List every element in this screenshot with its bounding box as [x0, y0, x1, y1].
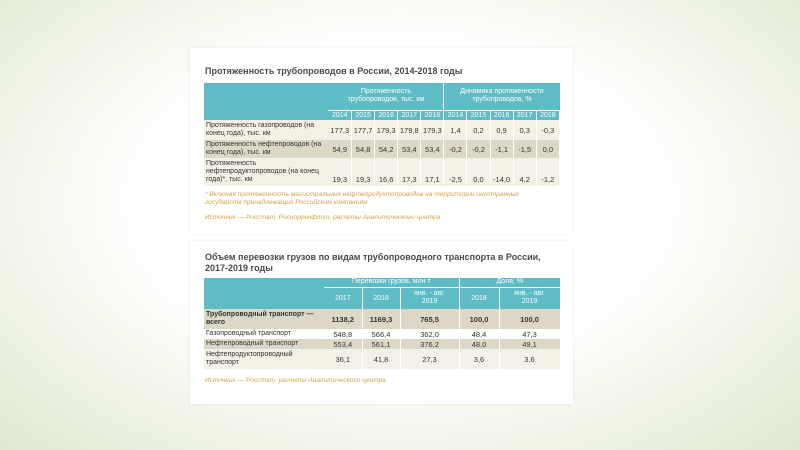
cell-value: 0,0 — [467, 158, 490, 186]
footnote: * Включая протяженность магистральных нефтепродуктопроводов на территории иностранных государств принадлежащих Российским компаниям — [205, 191, 519, 206]
cell-value: 1,4 — [444, 120, 467, 140]
year-header: 2016 — [375, 110, 398, 120]
cell-value: -0,2 — [467, 140, 490, 158]
cell-value: 0,9 — [490, 120, 513, 140]
cell-value: 19,3 — [352, 158, 375, 186]
source-note: Источник — Росстат, Роснорречфлот, расчеты Аналитического центра — [205, 214, 441, 221]
cell-value: 54,2 — [375, 140, 398, 158]
row-label: Протяженность газопроводов (на конец года), тыс. км — [204, 120, 328, 140]
year-header: 2017 — [513, 110, 536, 120]
year-header: 2015 — [467, 110, 490, 120]
cell-value: 100,0 — [499, 309, 560, 329]
cell-value: 177,3 — [328, 120, 351, 140]
cell-value: 53,4 — [421, 140, 444, 158]
cell-value: 4,2 — [513, 158, 536, 186]
column-header: янв. - авг. 2019 — [400, 287, 459, 309]
cell-value: 48,0 — [459, 339, 499, 349]
cell-value: -14,0 — [490, 158, 513, 186]
pipeline-length-card — [190, 48, 573, 234]
row-label: Трубопроводный транспорт — всего — [204, 309, 324, 329]
cell-value: 765,5 — [400, 309, 459, 329]
cell-value: 548,8 — [324, 329, 362, 339]
table2-title: Объем перевозки грузов по видам трубопроводного транспорта в России, 2017-2019 годы — [205, 252, 541, 273]
row-label: Газопроводный транспорт — [204, 329, 324, 339]
cell-value: 17,1 — [421, 158, 444, 186]
cell-value: 54,8 — [352, 140, 375, 158]
column-header: 2017 — [324, 287, 362, 309]
table-row — [204, 120, 560, 140]
cell-value: 3,6 — [499, 349, 560, 369]
cell-value: 0,0 — [536, 140, 559, 158]
cell-value: -1,1 — [490, 140, 513, 158]
cell-value: 0,3 — [513, 120, 536, 140]
cell-value: 553,4 — [324, 339, 362, 349]
row-label: Протяженность нефтепродуктопроводов (на конец года)*, тыс. км — [204, 158, 328, 186]
cell-value: -1,2 — [536, 158, 559, 186]
cell-value: 566,4 — [362, 329, 400, 339]
cell-value: 3,6 — [459, 349, 499, 369]
column-header: янв. - авг. 2019 — [499, 287, 560, 309]
header-empty-cell — [204, 83, 328, 110]
cell-value: 177,7 — [352, 120, 375, 140]
cell-value: -2,5 — [444, 158, 467, 186]
cell-value: 561,1 — [362, 339, 400, 349]
year-header: 2015 — [352, 110, 375, 120]
freight-volume-table — [204, 278, 561, 369]
year-header: 2014 — [444, 110, 467, 120]
cell-value: 179,3 — [375, 120, 398, 140]
table-row — [204, 339, 560, 349]
year-header: 2018 — [536, 110, 559, 120]
cell-value: 100,0 — [459, 309, 499, 329]
group-header-share: Доля, % — [459, 278, 560, 287]
row-label: Нефтепроводный транспорт — [204, 339, 324, 349]
cell-value: 362,0 — [400, 329, 459, 339]
cell-value: 17,3 — [398, 158, 421, 186]
cell-value: 27,3 — [400, 349, 459, 369]
cell-value: 16,6 — [375, 158, 398, 186]
group-header-freight: Перевозки грузов, млн т — [324, 278, 459, 287]
table1-title: Протяженность трубопроводов в России, 2014-2018 годы — [205, 66, 463, 76]
cell-value: 1138,2 — [324, 309, 362, 329]
freight-volume-card — [190, 241, 573, 404]
row-label: Протяженность нефтепроводов (на конец года), тыс. км — [204, 140, 328, 158]
source-note: Источник — Росстат, расчеты Аналитического центра — [205, 377, 386, 384]
year-header: 2018 — [421, 110, 444, 120]
row-label: Нефтепродуктопроводный транспорт — [204, 349, 324, 369]
header-empty-cell — [204, 287, 324, 309]
cell-value: 47,3 — [499, 329, 560, 339]
header-empty-cell — [204, 110, 328, 120]
cell-value: 36,1 — [324, 349, 362, 369]
group-header-dynamics: Динамика протяженности трубопроводов, % — [444, 83, 560, 110]
cell-value: 179,3 — [421, 120, 444, 140]
header-empty-cell — [204, 278, 324, 287]
table-row — [204, 140, 560, 158]
table-row — [204, 349, 560, 369]
table-row — [204, 158, 560, 186]
year-header: 2017 — [398, 110, 421, 120]
table-row — [204, 329, 560, 339]
cell-value: 19,3 — [328, 158, 351, 186]
cell-value: 376,2 — [400, 339, 459, 349]
column-header: 2018 — [459, 287, 499, 309]
year-header: 2014 — [328, 110, 351, 120]
column-header: 2018 — [362, 287, 400, 309]
cell-value: 53,4 — [398, 140, 421, 158]
cell-value: -1,5 — [513, 140, 536, 158]
cell-value: 179,8 — [398, 120, 421, 140]
cell-value: 41,8 — [362, 349, 400, 369]
cell-value: 1169,3 — [362, 309, 400, 329]
pipeline-length-table — [204, 83, 560, 186]
table-row — [204, 309, 560, 329]
cell-value: 54,9 — [328, 140, 351, 158]
cell-value: -0,2 — [444, 140, 467, 158]
year-header: 2016 — [490, 110, 513, 120]
cell-value: 49,1 — [499, 339, 560, 349]
cell-value: -0,3 — [536, 120, 559, 140]
cell-value: 0,2 — [467, 120, 490, 140]
cell-value: 48,4 — [459, 329, 499, 339]
group-header-length: Протяженность трубопроводов, тыс. км — [328, 83, 443, 110]
